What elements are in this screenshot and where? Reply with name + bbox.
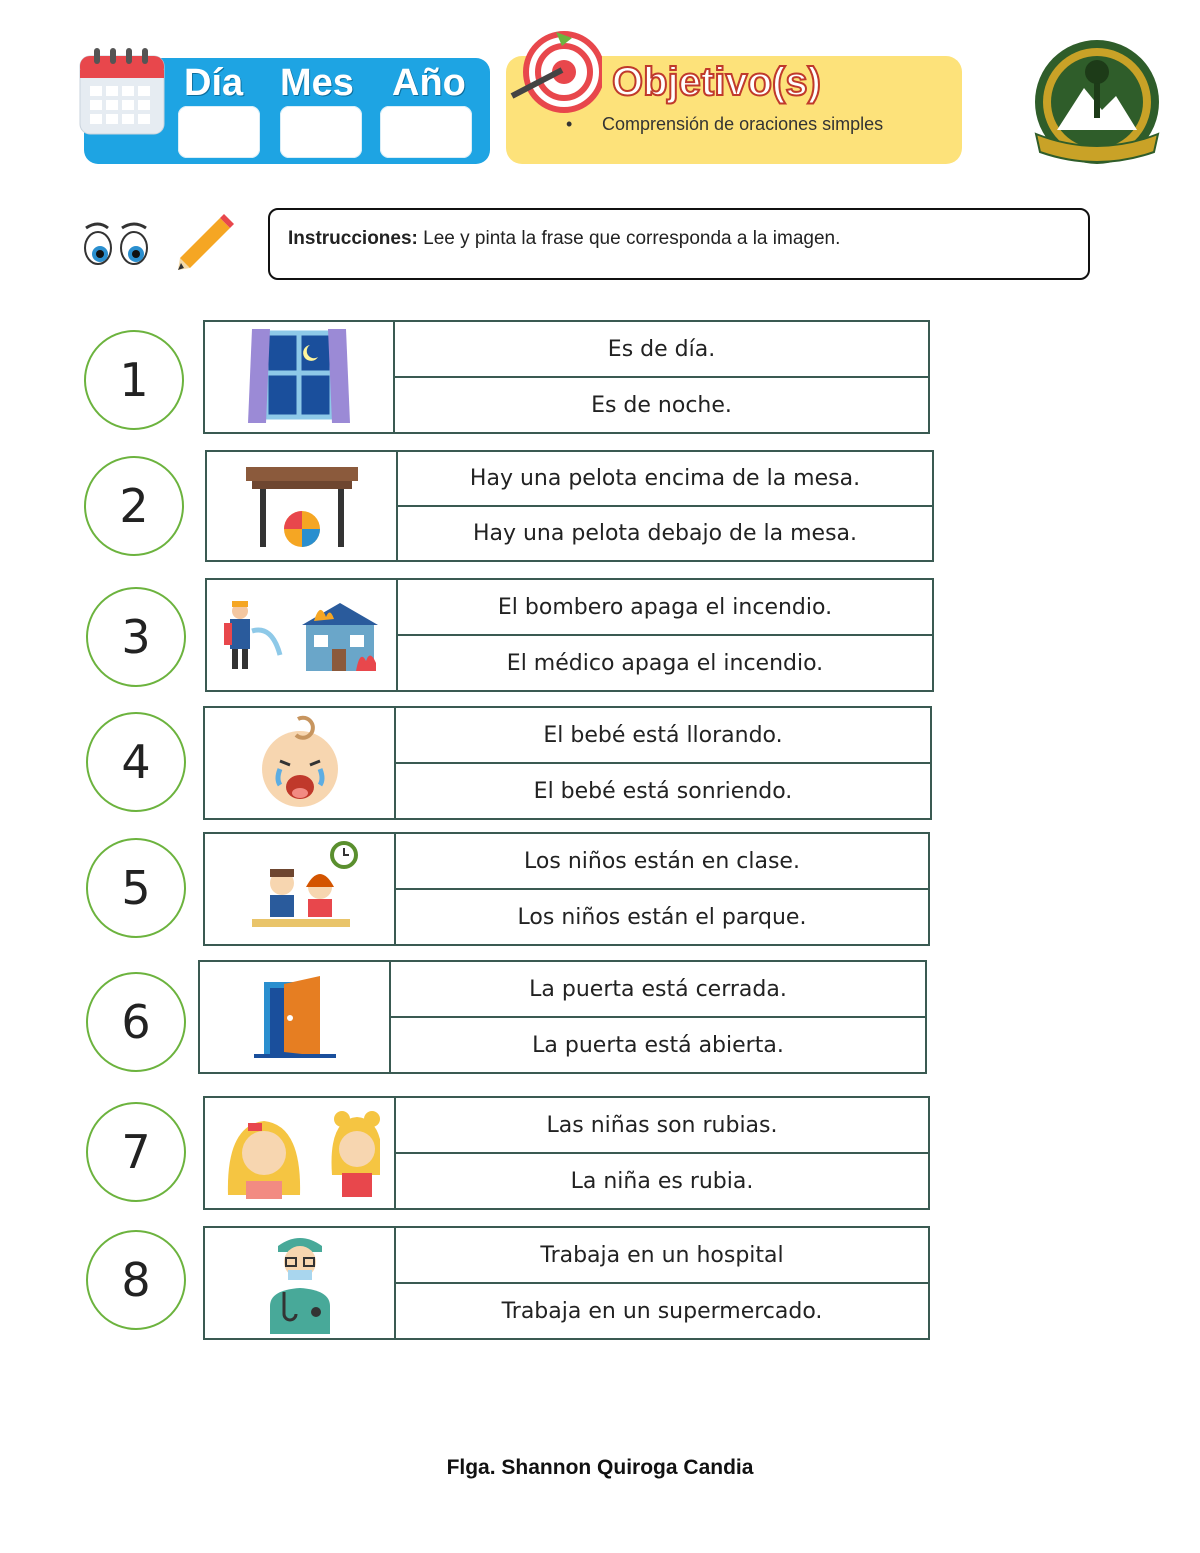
exercise-row: [203, 1226, 930, 1340]
eyes-icon: [82, 218, 152, 268]
exercise-number: 8: [86, 1230, 186, 1330]
option-1[interactable]: Hay una pelota encima de la mesa.: [469, 466, 861, 491]
option-1[interactable]: Las niñas son rubias.: [546, 1112, 778, 1138]
exercise-row: [205, 578, 934, 692]
objective-title: Objetivo(s): [612, 60, 821, 104]
option-2[interactable]: Los niños están el parque.: [396, 888, 928, 944]
exercise-number: 7: [86, 1102, 186, 1202]
exercise-number: 2: [84, 456, 184, 556]
doctor-icon: [260, 1230, 340, 1336]
calendar-icon: [78, 44, 166, 136]
window-night-icon: [244, 327, 354, 427]
exercise-row: [203, 320, 930, 434]
pencil-icon: [176, 210, 238, 272]
exercise-number: 5: [86, 838, 186, 938]
option-1[interactable]: Es de día.: [607, 336, 716, 362]
exercise-row: [203, 706, 932, 820]
table-ball-icon: [242, 461, 362, 551]
option-2[interactable]: La puerta está abierta.: [391, 1016, 925, 1072]
option-2[interactable]: Trabaja en un supermercado.: [396, 1282, 928, 1338]
day-label: Día: [184, 62, 244, 104]
option-2[interactable]: El médico apaga el incendio.: [398, 634, 932, 690]
option-2[interactable]: La niña es rubia.: [396, 1152, 928, 1208]
image-cell: [207, 452, 398, 560]
month-field[interactable]: [280, 106, 362, 158]
option-1[interactable]: El bombero apaga el incendio.: [497, 594, 833, 620]
exercise-number: 4: [86, 712, 186, 812]
option-2[interactable]: Hay una pelota debajo de la mesa.: [398, 505, 932, 560]
option-2[interactable]: Es de noche.: [395, 376, 928, 432]
image-cell: [205, 708, 396, 818]
image-cell: [200, 962, 391, 1072]
children-class-icon: [240, 839, 360, 939]
crying-baby-icon: [250, 713, 350, 813]
author-footer: Flga. Shannon Quiroga Candia: [446, 1456, 754, 1479]
image-cell: [205, 1098, 396, 1208]
school-logo: [1024, 38, 1170, 172]
exercise-row: [205, 450, 934, 562]
option-2[interactable]: El bebé está sonriendo.: [396, 762, 930, 818]
objective-item: • Comprensión de oraciones simples: [566, 114, 884, 134]
exercise-row: [203, 832, 930, 946]
target-icon: [506, 24, 602, 120]
exercise-number: 1: [84, 330, 184, 430]
image-cell: [207, 580, 398, 690]
month-label: Mes: [280, 62, 354, 104]
firefighter-house-icon: [222, 595, 382, 675]
open-door-icon: [250, 972, 340, 1062]
option-1[interactable]: El bebé está llorando.: [543, 722, 783, 748]
image-cell: [205, 322, 395, 432]
option-1[interactable]: Trabaja en un hospital: [540, 1242, 784, 1268]
exercise-number: 6: [86, 972, 186, 1072]
option-1[interactable]: La puerta está cerrada.: [529, 976, 787, 1002]
year-label: Año: [392, 62, 466, 104]
instructions-text: Instrucciones: Lee y pinta la frase que corresponda a la imagen.: [288, 228, 841, 249]
exercise-number: 3: [86, 587, 186, 687]
exercise-row: [198, 960, 927, 1074]
year-field[interactable]: [380, 106, 472, 158]
option-1[interactable]: Los niños están en clase.: [524, 848, 800, 874]
blonde-girls-icon: [220, 1105, 380, 1201]
image-cell: [205, 1228, 396, 1338]
instructions-box: [268, 208, 1090, 280]
day-field[interactable]: [178, 106, 260, 158]
image-cell: [205, 834, 396, 944]
exercise-row: [203, 1096, 930, 1210]
